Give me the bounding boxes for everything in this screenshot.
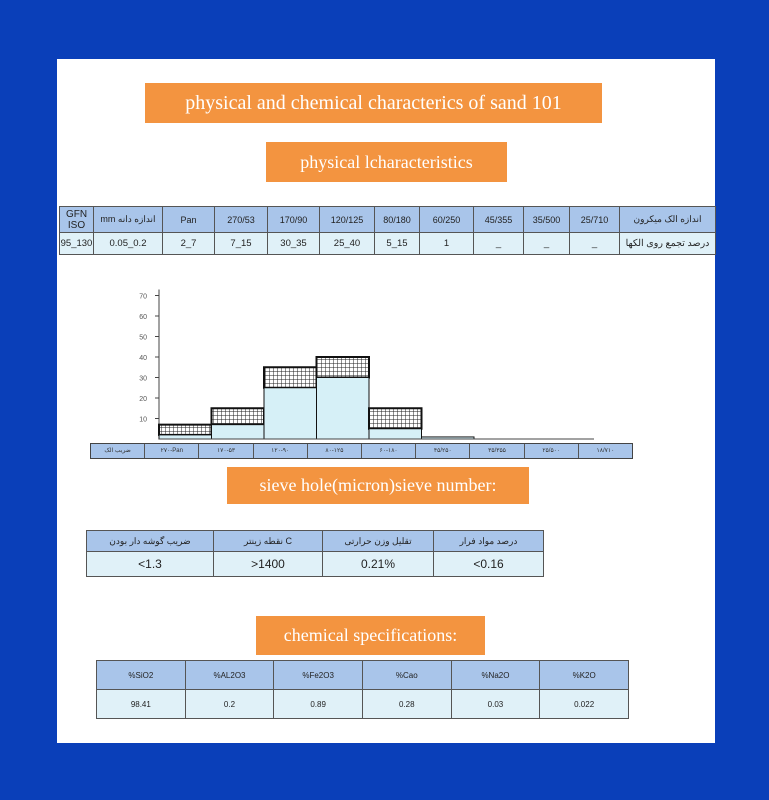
chem-value: 0.89 bbox=[274, 690, 363, 719]
sieve-value: 2_7 bbox=[163, 233, 215, 255]
x-axis-label: ضریب الک bbox=[91, 444, 145, 458]
sinter-point-header: نقطه زینتر C bbox=[214, 531, 323, 552]
y-tick-label: 60 bbox=[139, 314, 147, 321]
properties-table bbox=[86, 530, 544, 577]
bar-base-80/180 bbox=[369, 429, 422, 439]
sieve-col: 35/500 bbox=[524, 207, 570, 233]
physical-heading: physical lcharacteristics bbox=[266, 142, 507, 182]
sieve-value: _ bbox=[524, 233, 570, 255]
bar-base-270/53 bbox=[212, 425, 265, 439]
chem-header: %SiO2 bbox=[97, 661, 186, 690]
sieve-col: 45/355 bbox=[474, 207, 524, 233]
y-tick-label: 70 bbox=[139, 293, 147, 301]
chem-header: %K2O bbox=[540, 661, 629, 690]
x-axis-label: ۲۵/۵۰۰ bbox=[525, 444, 579, 458]
y-tick-label: 10 bbox=[139, 416, 147, 424]
iso-value: 95_130 bbox=[60, 233, 94, 255]
x-axis-label: ۱۷۰-۵۳ bbox=[199, 444, 253, 458]
chem-header: %AL2O3 bbox=[185, 661, 274, 690]
bar-base-Pan bbox=[159, 435, 212, 439]
sieve-value: _ bbox=[474, 233, 524, 255]
sinter-point-value: >1400 bbox=[214, 552, 323, 577]
thermal-loss-value: 0.21% bbox=[323, 552, 434, 577]
x-axis-label: ۸۰-۱۲۵ bbox=[308, 444, 362, 458]
chem-value: 98.41 bbox=[97, 690, 186, 719]
bar-base-120/125 bbox=[317, 378, 370, 440]
sieve-col: Pan bbox=[163, 207, 215, 233]
chem-header: %Fe2O3 bbox=[274, 661, 363, 690]
bar-base-170/90 bbox=[264, 388, 317, 439]
sieve-value: 30_35 bbox=[268, 233, 320, 255]
y-tick-label: 50 bbox=[139, 334, 147, 342]
sieve-chart bbox=[57, 59, 715, 459]
x-axis-label: ۱۲۰-۹۰ bbox=[254, 444, 308, 458]
sieve-row-header: اندازه الک میکرون bbox=[620, 207, 716, 233]
angularity-value: <1.3 bbox=[87, 552, 214, 577]
sieve-value: 25_40 bbox=[320, 233, 375, 255]
sieve-value: 5_15 bbox=[375, 233, 420, 255]
properties-header-row bbox=[87, 531, 544, 552]
y-tick-label: 40 bbox=[139, 355, 147, 362]
x-axis-label: ۴۵/۲۵۰ bbox=[416, 444, 470, 458]
sieve-col: 60/250 bbox=[420, 207, 474, 233]
bar-range-Pan bbox=[159, 425, 212, 435]
sieve-col: 120/125 bbox=[320, 207, 375, 233]
x-axis-label: ۲۷۰-Pan bbox=[145, 444, 199, 458]
document-title: physical and chemical characterics of sand 101 bbox=[145, 83, 602, 123]
chem-value: 0.2 bbox=[185, 690, 274, 719]
sieve-value: 1 bbox=[420, 233, 474, 255]
chemical-header-row bbox=[97, 661, 629, 690]
y-tick-label: 20 bbox=[139, 396, 147, 403]
chart-x-axis-bar bbox=[90, 443, 633, 459]
bar-range-170/90 bbox=[264, 367, 317, 388]
bar-range-270/53 bbox=[212, 408, 265, 424]
document-sheet bbox=[57, 59, 715, 743]
x-axis-label: ۶۰-۱۸۰ bbox=[362, 444, 416, 458]
sieve-col: 170/90 bbox=[268, 207, 320, 233]
volatile-value: <0.16 bbox=[434, 552, 544, 577]
thermal-loss-header: تقلیل وزن حرارتی bbox=[323, 531, 434, 552]
sieve-value: _ bbox=[570, 233, 620, 255]
chem-value: 0.022 bbox=[540, 690, 629, 719]
sieve-caption: sieve hole(micron)sieve number: bbox=[227, 467, 529, 504]
chem-header: %Cao bbox=[362, 661, 451, 690]
chem-header: %Na2O bbox=[451, 661, 540, 690]
sieve-row-value-label: درصد تجمع روی الکها bbox=[620, 233, 716, 255]
bar-range-120/125 bbox=[317, 357, 370, 378]
grain-size-header: mm اندازه دانه bbox=[94, 207, 163, 233]
sieve-col: 270/53 bbox=[215, 207, 268, 233]
chem-value: 0.03 bbox=[451, 690, 540, 719]
properties-value-row bbox=[87, 552, 544, 577]
chemical-value-row bbox=[97, 690, 629, 719]
chemical-table bbox=[96, 660, 629, 719]
iso-header: GFN ISO bbox=[60, 207, 94, 233]
y-tick-label: 30 bbox=[139, 375, 147, 383]
x-axis-label: ۳۵/۳۵۵ bbox=[470, 444, 524, 458]
grain-size-value: 0.05_0.2 bbox=[94, 233, 163, 255]
chemical-heading: chemical specifications: bbox=[256, 616, 485, 655]
angularity-header: ضریب گوشه دار بودن bbox=[87, 531, 214, 552]
sieve-col: 80/180 bbox=[375, 207, 420, 233]
sieve-col: 25/710 bbox=[570, 207, 620, 233]
x-axis-label: ۱۸/۷۱۰ bbox=[596, 448, 615, 454]
volatile-header: درصد مواد فرار bbox=[434, 531, 544, 552]
bar-range-80/180 bbox=[369, 408, 422, 429]
chem-value: 0.28 bbox=[362, 690, 451, 719]
sieve-value: 7_15 bbox=[215, 233, 268, 255]
